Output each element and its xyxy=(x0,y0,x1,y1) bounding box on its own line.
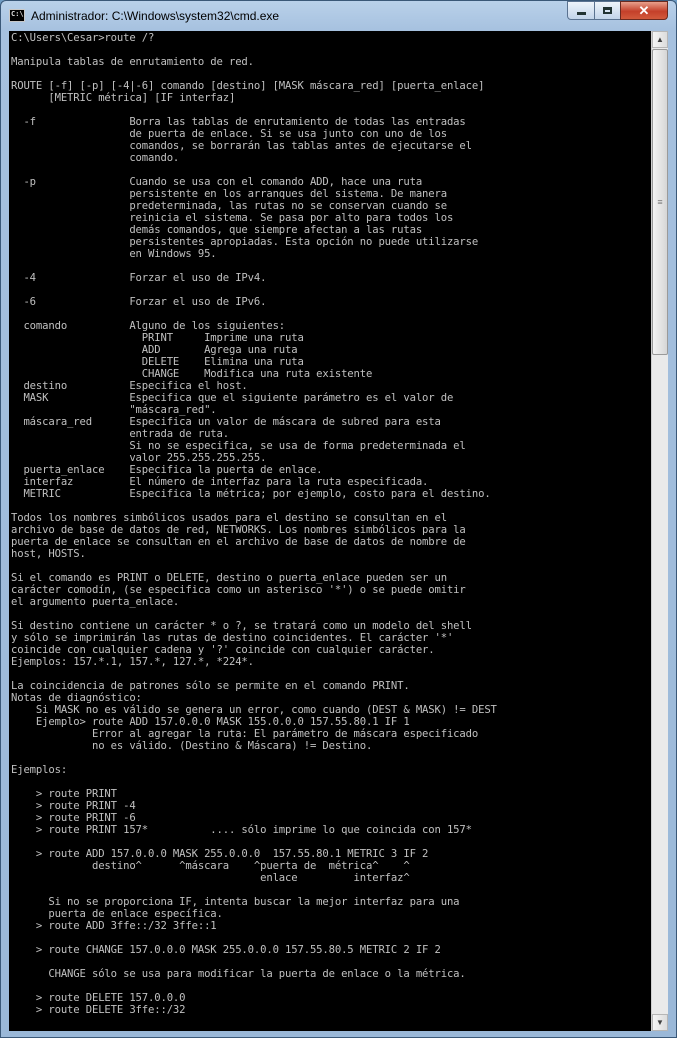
console-line: Ejemplos: 157.*.1, 157.*, 127.*, *224*. xyxy=(11,656,254,668)
console-line: C:\Users\Cesar>route /? xyxy=(11,32,155,44)
console-line: PRINT Imprime una ruta xyxy=(11,332,304,344)
console-line: valor 255.255.255.255. xyxy=(11,452,267,464)
console-line: -p Cuando se usa con el comando ADD, hace una ruta xyxy=(11,176,423,188)
console-line: Si MASK no es válido se genera un error, como cuando (DEST & MASK) != DEST xyxy=(11,704,497,716)
console-line: -4 Forzar el uso de IPv4. xyxy=(11,272,267,284)
console-line: -f Borra las tablas de enrutamiento de todas las entradas xyxy=(11,116,466,128)
console-line: persistentes apropiadas. Esta opción no puede utilizarse xyxy=(11,236,479,248)
console-line: Si el comando es PRINT o DELETE, destino o puerta_enlace pueden ser un xyxy=(11,572,447,584)
console-line: y sólo se imprimirán las rutas de destino coincidentes. El carácter '*' xyxy=(11,632,454,644)
console-line: persistente en los arranques del sistema. De manera xyxy=(11,188,447,200)
console-line: "máscara_red". xyxy=(11,404,217,416)
console-line: > route PRINT 157* .... sólo imprime lo que coincida con 157* xyxy=(11,824,472,836)
console-line: DELETE Elimina una ruta xyxy=(11,356,304,368)
console-line: Error al agregar la ruta: El parámetro de máscara especificado xyxy=(11,728,479,740)
close-icon: ✕ xyxy=(638,2,650,18)
console-line: Si no se especifica, se usa de forma predeterminada el xyxy=(11,440,466,452)
console-line: Ejemplo> route ADD 157.0.0.0 MASK 155.0.0.0 157.55.80.1 IF 1 xyxy=(11,716,410,728)
chevron-down-icon: ▼ xyxy=(656,1018,664,1027)
console-line: máscara_red Especifica un valor de máscara de subred para esta xyxy=(11,416,441,428)
console-line: Si destino contiene un carácter * o ?, se tratará como un modelo del shell xyxy=(11,620,472,632)
console-line: > route DELETE 157.0.0.0 xyxy=(11,992,186,1004)
console-line: predeterminada, las rutas no se conservan cuando se xyxy=(11,200,447,212)
console-line: no es válido. (Destino & Máscara) != Destino. xyxy=(11,740,373,752)
minimize-button[interactable] xyxy=(567,1,595,20)
console-line: coincide con cualquier cadena y '?' coincide con cualquier carácter. xyxy=(11,644,435,656)
console-text xyxy=(9,31,651,1016)
console-line: reinicia el sistema. Se pasa por alto para todos los xyxy=(11,212,454,224)
console-line: -6 Forzar el uso de IPv6. xyxy=(11,296,267,308)
console-line: puerta_enlace Especifica la puerta de enlace. xyxy=(11,464,323,476)
console-line: Si no se proporciona IF, intenta buscar la mejor interfaz para una xyxy=(11,896,460,908)
grip-icon: ≡ xyxy=(657,197,663,207)
console-line: archivo de base de datos de red, NETWORKS. Los nombres simbólicos para la xyxy=(11,524,466,536)
console-line: puerta de enlace específica. xyxy=(11,908,223,920)
scroll-thumb[interactable] xyxy=(652,49,668,355)
console-line: > route ADD 157.0.0.0 MASK 255.0.0.0 157.55.80.1 METRIC 3 IF 2 xyxy=(11,848,429,860)
console-line: ADD Agrega una ruta xyxy=(11,344,298,356)
maximize-icon xyxy=(603,7,612,14)
maximize-button[interactable] xyxy=(594,1,621,20)
console-line: CHANGE sólo se usa para modificar la puerta de enlace o la métrica. xyxy=(11,968,466,980)
console-line: > route PRINT xyxy=(11,788,117,800)
console-line: > route CHANGE 157.0.0.0 MASK 255.0.0.0 157.55.80.5 METRIC 2 IF 2 xyxy=(11,944,441,956)
console-line: interfaz El número de interfaz para la ruta especificada. xyxy=(11,476,429,488)
console-line: carácter comodín, (se especifica como un asterisco '*') o se puede omitir xyxy=(11,584,466,596)
console-line: > route PRINT -4 xyxy=(11,800,136,812)
console-line: de puerta de enlace. Si se usa junto con uno de los xyxy=(11,128,447,140)
title-bar[interactable] xyxy=(1,1,676,31)
console-line: entrada de ruta. xyxy=(11,428,229,440)
console-line: > route ADD 3ffe::/32 3ffe::1 xyxy=(11,920,217,932)
console-line: CHANGE Modifica una ruta existente xyxy=(11,368,373,380)
console-line: demás comandos, que siempre afectan a las rutas xyxy=(11,224,423,236)
console-line: Notas de diagnóstico: xyxy=(11,692,142,704)
console-line: La coincidencia de patrones sólo se permite en el comando PRINT. xyxy=(11,680,410,692)
minimize-icon xyxy=(577,12,586,15)
console-line: enlace interfaz^ xyxy=(11,872,410,884)
console-line: Ejemplos: xyxy=(11,764,68,776)
console-line: comandos, se borrarán las tablas antes de ejecutarse el xyxy=(11,140,472,152)
console-output-area[interactable] xyxy=(9,31,651,1031)
console-line: destino Especifica el host. xyxy=(11,380,248,392)
console-line: > route DELETE 3ffe::/32 xyxy=(11,1004,186,1016)
console-line: el argumento puerta_enlace. xyxy=(11,596,180,608)
console-line: comando Alguno de los siguientes: xyxy=(11,320,286,332)
scroll-up-button[interactable] xyxy=(652,31,668,48)
console-line: en Windows 95. xyxy=(11,248,217,260)
chevron-up-icon: ▲ xyxy=(656,35,664,44)
window-title: Administrador: C:\Windows\system32\cmd.exe xyxy=(31,9,280,23)
console-line: > route PRINT -6 xyxy=(11,812,136,824)
console-line: [METRIC métrica] [IF interfaz] xyxy=(11,92,236,104)
console-line: host, HOSTS. xyxy=(11,548,86,560)
console-line: Todos los nombres simbólicos usados para el destino se consultan en el xyxy=(11,512,447,524)
console-line: destino^ ^máscara ^puerta de métrica^ ^ xyxy=(11,860,410,872)
vertical-scrollbar[interactable] xyxy=(651,31,668,1031)
console-icon[interactable] xyxy=(9,9,25,22)
close-button[interactable] xyxy=(620,1,668,20)
console-line: METRIC Especifica la métrica; por ejemplo, costo para el destino. xyxy=(11,488,491,500)
console-line: MASK Especifica que el siguiente parámetro es el valor de xyxy=(11,392,454,404)
console-line: comando. xyxy=(11,152,180,164)
console-line: ROUTE [-f] [-p] [-4|-6] comando [destino] [MASK máscara_red] [puerta_enlace] xyxy=(11,80,485,92)
console-line: Manipula tablas de enrutamiento de red. xyxy=(11,56,254,68)
scroll-down-button[interactable] xyxy=(652,1014,668,1031)
console-line: puerta de enlace se consultan en el archivo de base de datos de nombre de xyxy=(11,536,466,548)
